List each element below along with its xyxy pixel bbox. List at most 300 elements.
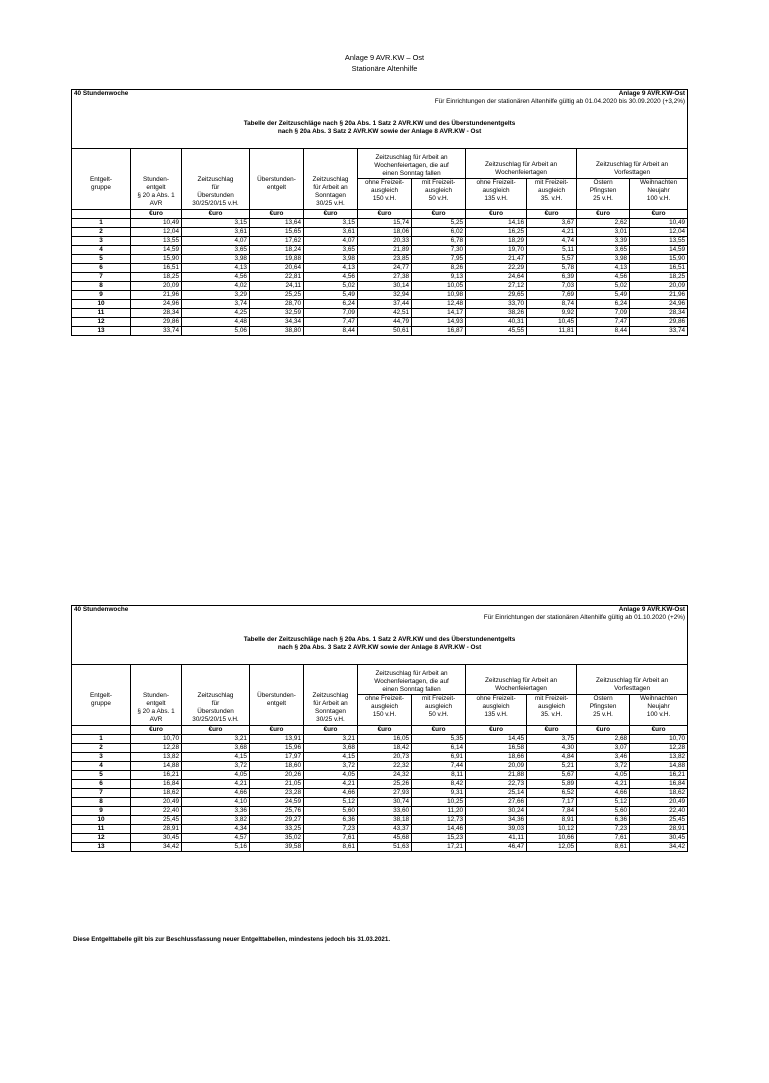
value-cell: 12,04 <box>131 228 182 237</box>
value-cell: 10,45 <box>527 318 577 327</box>
value-cell: 7,61 <box>304 834 358 843</box>
value-cell: 4,74 <box>527 237 577 246</box>
col-header-ohne-freizeitausgleich-150: ohne Freizeit- ausgleich 150 v.H. <box>358 179 412 210</box>
value-cell: 18,62 <box>131 789 182 798</box>
value-cell: 10,25 <box>412 798 466 807</box>
value-cell: 5,12 <box>304 798 358 807</box>
value-cell: 9,92 <box>527 309 577 318</box>
value-cell: 4,05 <box>182 771 250 780</box>
value-cell: 38,26 <box>466 309 527 318</box>
value-cell: 21,88 <box>466 771 527 780</box>
value-cell: 16,51 <box>131 264 182 273</box>
value-cell: 17,21 <box>412 843 466 852</box>
value-cell: 14,16 <box>466 219 527 228</box>
value-cell: 29,65 <box>466 291 527 300</box>
value-cell: 3,61 <box>304 228 358 237</box>
value-cell: 15,90 <box>630 255 688 264</box>
value-cell: 4,13 <box>577 264 630 273</box>
value-cell: 7,09 <box>577 309 630 318</box>
table-row <box>72 255 688 264</box>
validity-row <box>72 98 688 106</box>
value-cell: 23,85 <box>358 255 412 264</box>
table-row <box>72 798 688 807</box>
col-header-ohne-freizeitausgleich-135: ohne Freizeit- ausgleich 135 v.H. <box>466 179 527 210</box>
value-cell: 22,32 <box>358 762 412 771</box>
col-header-ohne-freizeitausgleich-150: ohne Freizeit- ausgleich 150 v.H. <box>358 695 412 726</box>
col-header-stundenentgelt: Stunden- entgelt § 20 a Abs. 1 AVR <box>131 149 182 210</box>
unit-cell-empty <box>72 726 131 735</box>
value-cell: 4,21 <box>182 780 250 789</box>
value-cell: 39,58 <box>250 843 304 852</box>
value-cell: 4,25 <box>182 309 250 318</box>
value-cell: 50,61 <box>358 327 412 336</box>
entgeltgruppe-cell: 6 <box>72 780 131 789</box>
value-cell: 3,46 <box>577 753 630 762</box>
value-cell: 3,29 <box>182 291 250 300</box>
value-cell: 4,56 <box>577 273 630 282</box>
value-cell: 32,59 <box>250 309 304 318</box>
entgeltgruppe-cell: 11 <box>72 309 131 318</box>
entgeltgruppe-cell: 4 <box>72 246 131 255</box>
group-header-vorfesttag: Zeitzuschlag für Arbeit an Vorfesttagen <box>577 665 688 695</box>
value-cell: 5,49 <box>577 291 630 300</box>
col-header-entgeltgruppe: Entgelt- gruppe <box>89 176 113 191</box>
value-cell: 19,70 <box>466 246 527 255</box>
value-cell: 18,06 <box>358 228 412 237</box>
value-cell: 20,09 <box>131 282 182 291</box>
value-cell: 4,66 <box>182 789 250 798</box>
value-cell: 45,68 <box>358 834 412 843</box>
table-title-line-1: Tabelle der Zeitzuschläge nach § 20a Abs. 1 Satz 2 AVR.KW und des Überstundenentgelts <box>243 636 516 643</box>
value-cell: 5,16 <box>182 843 250 852</box>
value-cell: 24,59 <box>250 798 304 807</box>
value-cell: 11,81 <box>527 327 577 336</box>
value-cell: 7,23 <box>577 825 630 834</box>
value-cell: 3,74 <box>182 300 250 309</box>
value-cell: 15,74 <box>358 219 412 228</box>
value-cell: 4,66 <box>304 789 358 798</box>
value-cell: 4,07 <box>304 237 358 246</box>
value-cell: 21,96 <box>630 291 688 300</box>
value-cell: 12,48 <box>412 300 466 309</box>
entgeltgruppe-cell: 1 <box>72 735 131 744</box>
annex-label: Anlage 9 AVR.KW-Ost <box>618 606 686 613</box>
table-title <box>72 106 688 149</box>
value-cell: 6,52 <box>527 789 577 798</box>
allowance-table-april-2020 <box>71 89 687 336</box>
value-cell: 14,88 <box>630 762 688 771</box>
value-cell: 3,07 <box>577 744 630 753</box>
value-cell: 25,45 <box>630 816 688 825</box>
value-cell: 4,13 <box>182 264 250 273</box>
unit-label: €uro <box>182 726 250 735</box>
group-header-wochenfeiertag: Zeitzuschlag für Arbeit an Wochenfeiertagen <box>466 665 577 695</box>
value-cell: 34,36 <box>466 816 527 825</box>
value-cell: 3,72 <box>182 762 250 771</box>
table-row <box>72 237 688 246</box>
unit-label: €uro <box>577 726 630 735</box>
table-row <box>72 246 688 255</box>
group-header-feiertag-sonntag: Zeitzuschlag für Arbeit an Wochenfeiertagen, die auf einen Sonntag fallen <box>358 149 466 179</box>
value-cell: 30,45 <box>131 834 182 843</box>
value-cell: 28,34 <box>131 309 182 318</box>
entgeltgruppe-cell: 10 <box>72 816 131 825</box>
value-cell: 4,57 <box>182 834 250 843</box>
value-cell: 20,64 <box>250 264 304 273</box>
value-cell: 3,65 <box>577 246 630 255</box>
col-header-zeitzuschlag-ueberstunden: Zeitzuschlag für Überstunden 30/25/20/15 v.H. <box>182 665 250 726</box>
table-row <box>72 219 688 228</box>
value-cell: 4,34 <box>182 825 250 834</box>
value-cell: 3,15 <box>304 219 358 228</box>
value-cell: 34,42 <box>630 843 688 852</box>
value-cell: 21,89 <box>358 246 412 255</box>
unit-label: €uro <box>466 726 527 735</box>
value-cell: 22,73 <box>466 780 527 789</box>
table-row <box>72 771 688 780</box>
table-row <box>72 825 688 834</box>
value-cell: 28,91 <box>131 825 182 834</box>
value-cell: 41,11 <box>466 834 527 843</box>
entgeltgruppe-cell: 13 <box>72 843 131 852</box>
table-row <box>72 291 688 300</box>
value-cell: 20,09 <box>466 762 527 771</box>
table-row <box>72 273 688 282</box>
value-cell: 5,21 <box>527 762 577 771</box>
col-header-zeitzuschlag-sonntag: Zeitzuschlag für Arbeit an Sonntagen 30/25 v.H. <box>304 149 358 210</box>
value-cell: 8,44 <box>577 327 630 336</box>
value-cell: 5,57 <box>527 255 577 264</box>
entgeltgruppe-cell: 5 <box>72 771 131 780</box>
value-cell: 33,74 <box>630 327 688 336</box>
unit-label: €uro <box>182 210 250 219</box>
value-cell: 24,11 <box>250 282 304 291</box>
table-row <box>72 282 688 291</box>
value-cell: 8,44 <box>304 327 358 336</box>
allowance-table <box>71 89 688 336</box>
value-cell: 6,14 <box>412 744 466 753</box>
entgeltgruppe-cell: 13 <box>72 327 131 336</box>
col-header-mit-freizeitausgleich-50: mit Freizeit- ausgleich 50 v.H. <box>412 695 466 726</box>
value-cell: 3,72 <box>577 762 630 771</box>
value-cell: 16,84 <box>131 780 182 789</box>
value-cell: 7,84 <box>527 807 577 816</box>
value-cell: 7,95 <box>412 255 466 264</box>
value-cell: 28,70 <box>250 300 304 309</box>
allowance-table <box>71 605 688 852</box>
value-cell: 13,82 <box>630 753 688 762</box>
col-header-ohne-freizeitausgleich-135: ohne Freizeit- ausgleich 135 v.H. <box>466 695 527 726</box>
entgeltgruppe-cell: 2 <box>72 744 131 753</box>
value-cell: 7,69 <box>527 291 577 300</box>
value-cell: 15,96 <box>250 744 304 753</box>
unit-label: €uro <box>304 726 358 735</box>
value-cell: 18,60 <box>250 762 304 771</box>
unit-label: €uro <box>131 726 182 735</box>
value-cell: 3,67 <box>527 219 577 228</box>
entgeltgruppe-cell: 3 <box>72 753 131 762</box>
value-cell: 30,45 <box>630 834 688 843</box>
title-row <box>72 106 688 149</box>
sheet-header-row <box>72 606 688 615</box>
validity-text: Für Einrichtungen der stationären Altenhilfe gültig ab 01.04.2020 bis 30.09.2020 (+3,2%) <box>434 98 686 105</box>
value-cell: 7,61 <box>577 834 630 843</box>
unit-label: €uro <box>131 210 182 219</box>
value-cell: 10,49 <box>630 219 688 228</box>
col-header-ueberstundenentgelt: Überstunden- entgelt <box>250 149 304 210</box>
value-cell: 25,45 <box>131 816 182 825</box>
table-row <box>72 789 688 798</box>
value-cell: 3,36 <box>182 807 250 816</box>
value-cell: 12,28 <box>131 744 182 753</box>
value-cell: 3,65 <box>304 246 358 255</box>
unit-label: €uro <box>630 210 688 219</box>
value-cell: 5,78 <box>527 264 577 273</box>
col-header-mit-freizeitausgleich-35: mit Freizeit- ausgleich 35. v.H. <box>527 695 577 726</box>
value-cell: 10,12 <box>527 825 577 834</box>
value-cell: 20,09 <box>630 282 688 291</box>
value-cell: 34,42 <box>131 843 182 852</box>
table-row <box>72 744 688 753</box>
unit-label: €uro <box>358 726 412 735</box>
value-cell: 7,09 <box>304 309 358 318</box>
document-heading: Anlage 9 AVR.KW – Ost <box>344 53 425 62</box>
value-cell: 2,62 <box>577 219 630 228</box>
value-cell: 5,02 <box>304 282 358 291</box>
value-cell: 11,20 <box>412 807 466 816</box>
value-cell: 8,61 <box>577 843 630 852</box>
value-cell: 25,26 <box>358 780 412 789</box>
value-cell: 18,25 <box>630 273 688 282</box>
value-cell: 6,39 <box>527 273 577 282</box>
value-cell: 33,74 <box>131 327 182 336</box>
value-cell: 27,66 <box>466 798 527 807</box>
table-row <box>72 300 688 309</box>
group-header-feiertag-sonntag: Zeitzuschlag für Arbeit an Wochenfeiertagen, die auf einen Sonntag fallen <box>358 665 466 695</box>
value-cell: 24,64 <box>466 273 527 282</box>
col-header-weihnachten-neujahr: Weihnachten Neujahr 100 v.H. <box>630 179 688 210</box>
value-cell: 32,94 <box>358 291 412 300</box>
value-cell: 3,65 <box>182 246 250 255</box>
value-cell: 7,23 <box>304 825 358 834</box>
value-cell: 16,58 <box>466 744 527 753</box>
group-header-vorfesttag: Zeitzuschlag für Arbeit an Vorfesttagen <box>577 149 688 179</box>
value-cell: 18,29 <box>466 237 527 246</box>
document-subheading: Stationäre Altenhilfe <box>351 64 418 73</box>
unit-label: €uro <box>250 726 304 735</box>
hours-label: 40 Stundenwoche <box>74 606 129 613</box>
entgeltgruppe-cell: 5 <box>72 255 131 264</box>
value-cell: 3,01 <box>577 228 630 237</box>
value-cell: 2,68 <box>577 735 630 744</box>
unit-row <box>72 210 688 219</box>
value-cell: 3,21 <box>182 735 250 744</box>
unit-label: €uro <box>527 210 577 219</box>
value-cell: 8,11 <box>412 771 466 780</box>
unit-label: €uro <box>577 210 630 219</box>
value-cell: 21,96 <box>131 291 182 300</box>
value-cell: 21,47 <box>466 255 527 264</box>
value-cell: 29,86 <box>630 318 688 327</box>
value-cell: 3,72 <box>304 762 358 771</box>
table-row <box>72 780 688 789</box>
value-cell: 20,49 <box>630 798 688 807</box>
value-cell: 4,10 <box>182 798 250 807</box>
title-row <box>72 622 688 665</box>
value-cell: 16,51 <box>630 264 688 273</box>
table-row <box>72 309 688 318</box>
value-cell: 8,42 <box>412 780 466 789</box>
column-group-row <box>72 665 688 695</box>
value-cell: 4,15 <box>304 753 358 762</box>
value-cell: 29,86 <box>131 318 182 327</box>
value-cell: 6,36 <box>577 816 630 825</box>
value-cell: 43,37 <box>358 825 412 834</box>
value-cell: 14,17 <box>412 309 466 318</box>
table-title-line-1: Tabelle der Zeitzuschläge nach § 20a Abs. 1 Satz 2 AVR.KW und des Überstundenentgelts <box>243 120 516 127</box>
value-cell: 20,26 <box>250 771 304 780</box>
value-cell: 20,33 <box>358 237 412 246</box>
col-header-mit-freizeitausgleich-35: mit Freizeit- ausgleich 35. v.H. <box>527 179 577 210</box>
table-row <box>72 735 688 744</box>
value-cell: 3,61 <box>182 228 250 237</box>
value-cell: 13,91 <box>250 735 304 744</box>
value-cell: 10,49 <box>131 219 182 228</box>
value-cell: 4,66 <box>577 789 630 798</box>
value-cell: 14,93 <box>412 318 466 327</box>
value-cell: 3,75 <box>527 735 577 744</box>
column-group-row <box>72 149 688 179</box>
value-cell: 4,05 <box>304 771 358 780</box>
value-cell: 5,67 <box>527 771 577 780</box>
value-cell: 29,27 <box>250 816 304 825</box>
value-cell: 30,14 <box>358 282 412 291</box>
value-cell: 46,47 <box>466 843 527 852</box>
value-cell: 20,73 <box>358 753 412 762</box>
value-cell: 18,66 <box>466 753 527 762</box>
value-cell: 5,02 <box>577 282 630 291</box>
value-cell: 4,56 <box>304 273 358 282</box>
value-cell: 14,45 <box>466 735 527 744</box>
value-cell: 3,21 <box>304 735 358 744</box>
value-cell: 4,30 <box>527 744 577 753</box>
value-cell: 24,96 <box>131 300 182 309</box>
value-cell: 4,48 <box>182 318 250 327</box>
value-cell: 5,49 <box>304 291 358 300</box>
value-cell: 4,05 <box>577 771 630 780</box>
entgeltgruppe-cell: 11 <box>72 825 131 834</box>
value-cell: 17,97 <box>250 753 304 762</box>
allowance-table-october-2020 <box>71 605 687 852</box>
value-cell: 3,15 <box>182 219 250 228</box>
value-cell: 38,80 <box>250 327 304 336</box>
entgeltgruppe-cell: 1 <box>72 219 131 228</box>
value-cell: 6,78 <box>412 237 466 246</box>
unit-label: €uro <box>412 210 466 219</box>
value-cell: 19,88 <box>250 255 304 264</box>
value-cell: 9,13 <box>412 273 466 282</box>
value-cell: 12,28 <box>630 744 688 753</box>
value-cell: 6,24 <box>577 300 630 309</box>
value-cell: 28,91 <box>630 825 688 834</box>
value-cell: 33,60 <box>358 807 412 816</box>
entgeltgruppe-cell: 8 <box>72 282 131 291</box>
value-cell: 18,25 <box>131 273 182 282</box>
value-cell: 4,15 <box>182 753 250 762</box>
unit-label: €uro <box>527 726 577 735</box>
entgeltgruppe-cell: 12 <box>72 318 131 327</box>
value-cell: 38,18 <box>358 816 412 825</box>
value-cell: 27,38 <box>358 273 412 282</box>
sheet-header-row <box>72 90 688 99</box>
entgeltgruppe-cell: 9 <box>72 291 131 300</box>
table-title-line-2: nach § 20a Abs. 3 Satz 2 AVR.KW sowie der Anlage 8 AVR.KW - Ost <box>277 644 482 651</box>
table-row <box>72 264 688 273</box>
value-cell: 8,61 <box>304 843 358 852</box>
value-cell: 22,40 <box>630 807 688 816</box>
annex-label: Anlage 9 AVR.KW-Ost <box>618 90 686 97</box>
value-cell: 20,49 <box>131 798 182 807</box>
value-cell: 24,96 <box>630 300 688 309</box>
entgeltgruppe-cell: 10 <box>72 300 131 309</box>
value-cell: 4,84 <box>527 753 577 762</box>
value-cell: 22,81 <box>250 273 304 282</box>
col-header-ostern-pfingsten: Ostern Pfingsten 25 v.H. <box>577 179 630 210</box>
value-cell: 33,25 <box>250 825 304 834</box>
unit-label: €uro <box>250 210 304 219</box>
value-cell: 24,77 <box>358 264 412 273</box>
value-cell: 13,64 <box>250 219 304 228</box>
value-cell: 7,47 <box>577 318 630 327</box>
value-cell: 16,05 <box>358 735 412 744</box>
value-cell: 35,02 <box>250 834 304 843</box>
col-header-ueberstundenentgelt: Überstunden- entgelt <box>250 665 304 726</box>
group-header-wochenfeiertag: Zeitzuschlag für Arbeit an Wochenfeiertagen <box>466 149 577 179</box>
value-cell: 22,40 <box>131 807 182 816</box>
value-cell: 5,25 <box>412 219 466 228</box>
entgeltgruppe-cell: 2 <box>72 228 131 237</box>
entgeltgruppe-cell: 7 <box>72 789 131 798</box>
value-cell: 5,06 <box>182 327 250 336</box>
entgeltgruppe-cell: 6 <box>72 264 131 273</box>
value-cell: 10,66 <box>527 834 577 843</box>
value-cell: 7,47 <box>304 318 358 327</box>
table-title-line-2: nach § 20a Abs. 3 Satz 2 AVR.KW sowie der Anlage 8 AVR.KW - Ost <box>277 128 482 135</box>
value-cell: 5,60 <box>304 807 358 816</box>
value-cell: 44,79 <box>358 318 412 327</box>
value-cell: 30,74 <box>358 798 412 807</box>
value-cell: 4,07 <box>182 237 250 246</box>
value-cell: 12,05 <box>527 843 577 852</box>
value-cell: 5,11 <box>527 246 577 255</box>
unit-cell-empty <box>72 210 131 219</box>
table-row <box>72 807 688 816</box>
value-cell: 4,13 <box>304 264 358 273</box>
value-cell: 14,88 <box>131 762 182 771</box>
value-cell: 8,91 <box>527 816 577 825</box>
value-cell: 3,98 <box>182 255 250 264</box>
value-cell: 14,59 <box>131 246 182 255</box>
value-cell: 10,98 <box>412 291 466 300</box>
value-cell: 4,21 <box>577 780 630 789</box>
value-cell: 6,36 <box>304 816 358 825</box>
value-cell: 33,70 <box>466 300 527 309</box>
value-cell: 4,56 <box>182 273 250 282</box>
unit-label: €uro <box>630 726 688 735</box>
unit-label: €uro <box>466 210 527 219</box>
col-header-zeitzuschlag-ueberstunden: Zeitzuschlag für Überstunden 30/25/20/15 v.H. <box>182 149 250 210</box>
validity-row <box>72 614 688 622</box>
